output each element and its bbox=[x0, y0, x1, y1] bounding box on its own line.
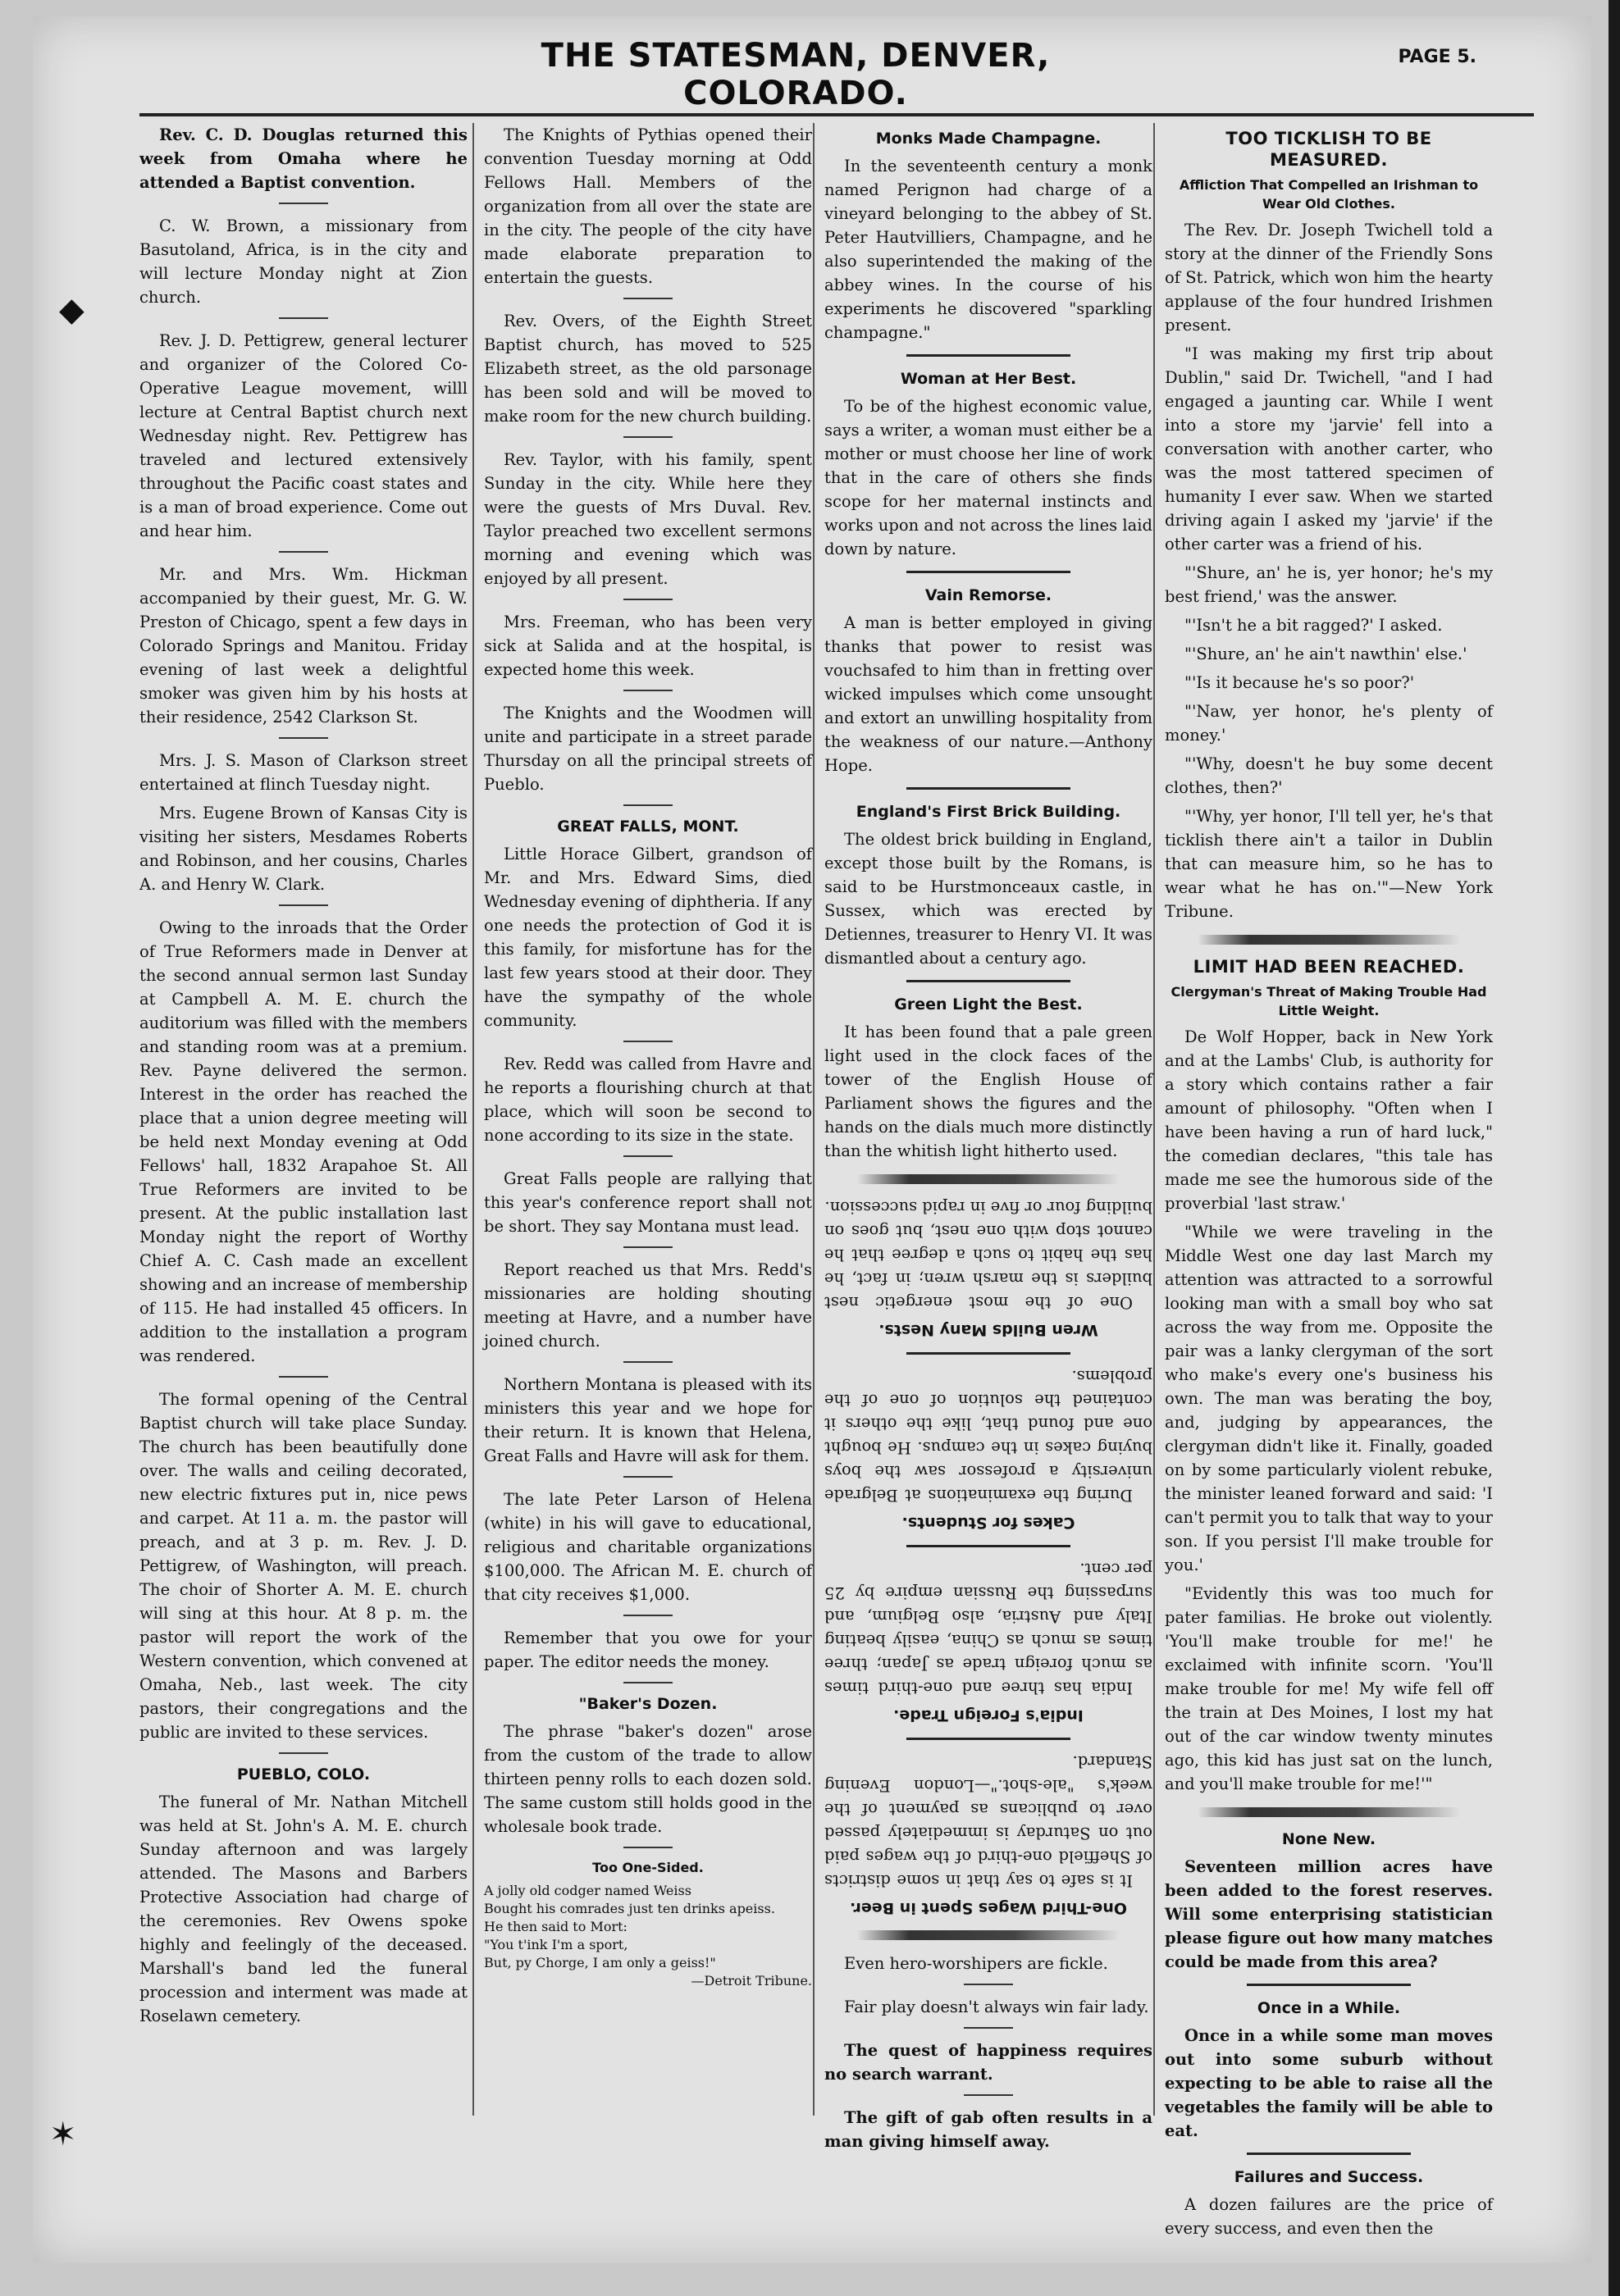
news-item: Great Falls people are rallying that this year's conference report shall not be short. They say Montana must lead. bbox=[484, 1169, 812, 1236]
article-heading: Once in a While. bbox=[1257, 1999, 1401, 2017]
item-divider bbox=[279, 1752, 328, 1754]
news-item: Rev. Taylor, with his family, spent Sunday in the city. While here they were the guests of Mrs Duval. Rev. Taylor preached two excellent sermons morning and evening which was enjoyed by all present. bbox=[484, 450, 812, 588]
item-divider bbox=[964, 1984, 1013, 1985]
article-divider bbox=[906, 1738, 1070, 1740]
ink-blot-icon: ◆ bbox=[59, 291, 84, 329]
article-paragraph: "'Shure, an' he is, yer honor; he's my best friend,' was the answer. bbox=[1165, 563, 1493, 606]
article-paragraph: The Rev. Dr. Joseph Twichell told a story at the dinner of the Friendly Sons of St. Patrick, which won him the hearty applause of the four hundred Irishmen present. bbox=[1165, 221, 1493, 335]
news-item: The Knights of Pythias opened their convention Tuesday morning at Odd Fellows Hall. Members of the organization from all over the state are in the city. The people of the city have made elaborate preparation to entertain the guests. bbox=[484, 125, 812, 287]
item-divider bbox=[623, 1246, 673, 1248]
article-text: A dozen failures are the price of every success, and even then the bbox=[1165, 2195, 1493, 2238]
verse-credit: —Detroit Tribune. bbox=[691, 1973, 812, 1988]
article-divider bbox=[906, 787, 1070, 790]
news-item: Rev. Redd was called from Havre and he reports a flourishing church at that place, which will soon be second to none according to its size in the state. bbox=[484, 1055, 812, 1145]
article-text: Once in a while some man moves out into some suburb without expecting to be able to raise all the vegetables the family will be able to eat. bbox=[1165, 2026, 1493, 2140]
article-heading: England's First Brick Building. bbox=[856, 803, 1121, 821]
article-heading: TOO TICKLISH TO BE MEASURED. bbox=[1225, 129, 1432, 170]
maxim: Even hero-worshipers are fickle. bbox=[844, 1954, 1108, 1973]
article-divider bbox=[1247, 2152, 1411, 2155]
article-text: To be of the highest economic value, says a writer, a woman must either be a mother or must choose her line of work that in the care of others she finds scope for her maternal instincts and works upon and not across the lines laid down by nature. bbox=[824, 397, 1152, 558]
article-paragraph: De Wolf Hopper, back in New York and at the Lambs' Club, is authority for a story which contains rather a fair amount of philosophy. "Often when I have been having a run of hard luck," the comedian declares, "this tale has made me see the humorous side of the proverbial 'last straw.' bbox=[1165, 1027, 1493, 1213]
article-heading: "Baker's Dozen. bbox=[578, 1695, 718, 1713]
news-item: Report reached us that Mrs. Redd's missionaries are holding shouting meeting at Havre, and a number have joined church. bbox=[484, 1260, 812, 1351]
header-rule bbox=[139, 113, 1534, 116]
section-heading-pueblo: PUEBLO, COLO. bbox=[236, 1765, 371, 1784]
item-divider bbox=[623, 804, 673, 806]
article-heading: Vain Remorse. bbox=[924, 586, 1052, 604]
article-text: During the examinations at Belgrade university a professor saw the boys buying cakes in the campus. He bought one and found that, like the others it contained the solution of one of the problems. bbox=[824, 1367, 1152, 1505]
news-item: Rev. C. D. Douglas returned this week from Omaha where he attended a Baptist convention. bbox=[139, 125, 468, 192]
item-divider bbox=[623, 1476, 673, 1478]
article-paragraph: "Evidently this was too much for pater familias. He broke out violently. 'You'll make trouble for me!' he exclaimed with infinite scorn. 'You'll make trouble for me! My wife fell off the train at Des Moines, I lost my hat out of the car window twenty minutes ago, this kid has just sat on the lunch, and you'll make trouble for me!'" bbox=[1165, 1584, 1493, 1793]
article-paragraph: "'Why, doesn't he buy some decent clothes, then?' bbox=[1165, 754, 1493, 797]
article-text: The phrase "baker's dozen" arose from the custom of the trade to allow thirteen penny rolls to each dozen sold. The same custom still holds good in the wholesale book trade. bbox=[484, 1722, 812, 1836]
print-smudge bbox=[857, 1174, 1120, 1184]
verse-line: Bought his comrades just ten drinks apeiss. bbox=[484, 1901, 775, 1916]
item-divider bbox=[279, 317, 328, 319]
item-divider bbox=[279, 737, 328, 739]
item-divider bbox=[279, 203, 328, 204]
column-separator bbox=[472, 123, 474, 2116]
item-divider bbox=[279, 551, 328, 553]
news-item: Mrs. Eugene Brown of Kansas City is visiting her sisters, Mesdames Roberts and Robinson, and her cousins, Charles A. and Henry W. Clark. bbox=[139, 804, 468, 894]
article-heading: Woman at Her Best. bbox=[900, 370, 1077, 388]
article-divider bbox=[906, 1352, 1070, 1355]
column-2 bbox=[484, 123, 812, 2124]
article-text: One of the most energetic nest builders is the marsh wren; in fact, he has the habit to such a degree that he cannot stop with one nest, but goes on building four or five in rapid succession. bbox=[824, 1198, 1152, 1312]
news-item: Mr. and Mrs. Wm. Hickman accompanied by their guest, Mr. G. W. Preston of Chicago, spent a few days in Colorado Springs and Manitou. Friday evening of last week a delightful smoker was given him by his hosts at their residence, 2542 Clarkson St. bbox=[139, 565, 468, 727]
inverted-section bbox=[824, 1196, 1152, 1919]
article-heading: None New. bbox=[1281, 1830, 1376, 1848]
article-heading: Failures and Success. bbox=[1234, 2168, 1424, 2186]
item-divider bbox=[279, 904, 328, 906]
news-item: Remember that you owe for your paper. The editor needs the money. bbox=[484, 1629, 812, 1671]
section-heading-great-falls: GREAT FALLS, MONT. bbox=[557, 818, 739, 836]
column-separator bbox=[813, 123, 815, 2116]
item-divider bbox=[623, 690, 673, 691]
verse-line: He then said to Mort: bbox=[484, 1919, 627, 1934]
item-divider bbox=[623, 298, 673, 299]
article-paragraph: "I was making my first trip about Dublin," said Dr. Twichell, "and I had engaged a jaunting car. While I went into a store my 'jarvie' fell into a conversation with another carter, who was the most tattered specimen of humanity I ever saw. When we started driving again I asked my 'jarvie' if the other carter was a friend of his. bbox=[1165, 344, 1493, 554]
article-heading: LIMIT HAD BEEN REACHED. bbox=[1193, 957, 1465, 977]
masthead: THE STATESMAN, DENVER, COLORADO. bbox=[541, 37, 1051, 112]
column-4 bbox=[1165, 123, 1493, 2238]
page-number: PAGE 5. bbox=[1398, 47, 1476, 67]
verse-heading: Too One-Sided. bbox=[592, 1860, 704, 1875]
news-item: Rev. J. D. Pettigrew, general lecturer and organizer of the Colored Co-Operative League movement, willl lecture at Central Baptist church next Wednesday night. Rev. Pettigrew has traveled and lectured extensively throughout the Pacific coast states and is a man of broad experience. Come out and hear him. bbox=[139, 331, 468, 540]
article-text: It has been found that a pale green light used in the clock faces of the tower of the English House of Parliament shows the figures and the hands on the dials much more distinctly than the whitish light hitherto used. bbox=[824, 1023, 1152, 1160]
item-divider bbox=[964, 2027, 1013, 2029]
article-heading: India's Foreign Trade. bbox=[893, 1706, 1084, 1724]
item-divider bbox=[623, 1847, 673, 1848]
article-subheading: Affliction That Compelled an Irishman to Wear Old Clothes. bbox=[1179, 177, 1479, 212]
article-divider bbox=[906, 571, 1070, 573]
verse-line: A jolly old codger named Weiss bbox=[484, 1883, 691, 1898]
article-text: The oldest brick building in England, except those built by the Romans, is said to be Hurstmonceaux castle, in Sussex, which was erected by Detiennes, treasurer to Henry VI. It was dismantled about a century ago. bbox=[824, 830, 1152, 968]
news-item: The Knights and the Woodmen will unite and participate in a street parade Thursday on all the principal streets of Pueblo. bbox=[484, 704, 812, 794]
item-divider bbox=[964, 2094, 1013, 2096]
article-heading: Wren Builds Many Nests. bbox=[878, 1321, 1098, 1339]
news-item: Mrs. J. S. Mason of Clarkson street entertained at flinch Tuesday night. bbox=[139, 751, 468, 794]
article-text: It is safe to say that in some districts of Sheffield one-third of the wages paid out on Saturday is immediately passed over to publicans as payment of the week's "ale-shot."—London Evening Standard. bbox=[824, 1752, 1152, 1890]
article-paragraph: "'Why, yer honor, I'll tell yer, he's that ticklish there ain't a tailor in Dublin that can measure him, so he has to wear what he has on.'"—New York Tribune. bbox=[1165, 807, 1493, 921]
maxim: The quest of happiness requires no search warrant. bbox=[824, 2041, 1152, 2084]
news-item: The funeral of Mr. Nathan Mitchell was held at St. John's A. M. E. church Sunday afternoon and was largely attended. The Masons and Barbers Protective Association had charge of the ceremonies. Rev Owens spoke highly and feelingly of the deceased. Marshall's band led the funeral procession and interment was made at Roselawn cemetery. bbox=[139, 1793, 468, 2025]
print-smudge bbox=[1198, 1807, 1460, 1817]
article-divider bbox=[906, 354, 1070, 357]
page-header bbox=[33, 37, 1591, 112]
column-3 bbox=[824, 123, 1152, 2151]
article-paragraph: "While we were traveling in the Middle West one day last March my attention was attracted to a sorrowful looking man with a small boy who sat across the way from me. Opposite the pair was a lanky clergyman of the sort who make's every one's business his own. The man was berating the boy, and, judging by appearances, the clergyman didn't like it. Finally, goaded on by some particularly violent rebuke, the minister leaned forward and said: 'I can't permit you to talk that way to your son. If you persist I'll make trouble for you.' bbox=[1165, 1223, 1493, 1574]
article-paragraph: "'Shure, an' he ain't nawthin' else.' bbox=[1184, 645, 1467, 663]
news-item: The late Peter Larson of Helena (white) in his will gave to educational, religious and charitable organizations $100,000. The African M. E. church of that city receives $1,000. bbox=[484, 1490, 812, 1604]
article-divider bbox=[906, 980, 1070, 982]
item-divider bbox=[623, 1615, 673, 1616]
article-divider bbox=[906, 1545, 1070, 1547]
article-paragraph: "'Naw, yer honor, he's plenty of money.' bbox=[1165, 702, 1493, 745]
maxim: Fair play doesn't always win fair lady. bbox=[844, 1998, 1149, 2016]
article-heading: Green Light the Best. bbox=[894, 995, 1083, 1014]
page-edge-shadow bbox=[1609, 0, 1620, 2296]
print-smudge bbox=[1198, 935, 1460, 945]
column-separator bbox=[1153, 123, 1155, 2116]
news-item: Little Horace Gilbert, grandson of Mr. and Mrs. Edward Sims, died Wednesday evening of diphtheria. If any one needs the protection of God it is this family, for misfortune has for the last few years stood at their door. They have the sympathy of the whole community. bbox=[484, 845, 812, 1030]
item-divider bbox=[279, 1376, 328, 1378]
article-text: A man is better employed in giving thanks that power to resist was vouchsafed to him than in fretting over wicked impulses which come unsought and extort an unwilling hospitality from the weakness of our nature.—Anthony Hope. bbox=[824, 613, 1152, 775]
news-item: Northern Montana is pleased with its ministers this year and we hope for their return. It is known that Helena, Great Falls and Havre will ask for them. bbox=[484, 1375, 812, 1465]
article-subheading: Clergyman's Threat of Making Trouble Had Little Weight. bbox=[1171, 984, 1487, 1018]
column-1 bbox=[139, 123, 468, 2124]
ink-star-icon: ✶ bbox=[49, 2116, 77, 2153]
article-text: India has three and one-third times as much foreign trade as Japan; three times as much as China, easily beating Italy and Austria, also Belgium, and surpassing the Russian empire by 25 per cent. bbox=[824, 1560, 1152, 1697]
item-divider bbox=[623, 1041, 673, 1042]
article-text: Seventeen million acres have been added to the forest reserves. Will some enterprising statistician please figure out how many matches could be made from this area? bbox=[1165, 1857, 1493, 1971]
verse-line: But, py Chorge, I am only a geiss!" bbox=[484, 1955, 716, 1970]
article-heading: Cakes for Students. bbox=[901, 1514, 1075, 1532]
article-text: In the seventeenth century a monk named Perignon had charge of a vineyard belonging to the abbey of St. Peter Hautvilliers, Champagne, and he also superintended the making of the abbey wines. In the course of his experiments he discovered "sparkling champagne." bbox=[824, 157, 1152, 342]
item-divider bbox=[623, 1682, 673, 1683]
article-heading: Monks Made Champagne. bbox=[875, 130, 1102, 148]
item-divider bbox=[623, 436, 673, 438]
news-item: Rev. Overs, of the Eighth Street Baptist church, has moved to 525 Elizabeth street, as the old parsonage has been sold and will be moved to make room for the new church building. bbox=[484, 312, 812, 426]
article-paragraph: "'Isn't he a bit ragged?' I asked. bbox=[1184, 616, 1443, 635]
article-heading: One-Third Wages Spent in Beer. bbox=[850, 1899, 1127, 1917]
newspaper-page bbox=[33, 16, 1591, 2263]
item-divider bbox=[623, 1361, 673, 1363]
article-divider bbox=[1247, 1984, 1411, 1986]
item-divider bbox=[623, 1155, 673, 1157]
maxim: The gift of gab often results in a man giving himself away. bbox=[824, 2108, 1152, 2151]
article-paragraph: "'Is it because he's so poor?' bbox=[1184, 673, 1415, 692]
news-item: Owing to the inroads that the Order of True Reformers made in Denver at the second annual sermon last Sunday at Campbell A. M. E. church the auditorium was filled with the members and standing room was at a premium. Rev. Payne delivered the sermon. Interest in the order has reached the place that a union degree meeting will be held next Monday evening at Odd Fellows' hall, 1832 Arapahoe St. All True Reformers are invited to be present. At the public installation last Monday night the report of Worthy Chief A. C. Cash made an excellent showing and an increase of membership of 115. He had installed 45 officers. In addition to the installation a program was rendered. bbox=[139, 918, 468, 1365]
item-divider bbox=[623, 599, 673, 600]
news-item: C. W. Brown, a missionary from Basutoland, Africa, is in the city and will lecture Monday night at Zion church. bbox=[139, 216, 468, 307]
news-item: The formal opening of the Central Baptist church will take place Sunday. The church has been beautifully done over. The walls and ceiling decorated, new electric fixtures put in, nice pews and carpet. At 11 a. m. the pastor will preach, and at 3 p. m. Rev. J. D. Pettigrew, of Washington, will preach. The choir of Shorter A. M. E. church will sing at this hour. At 8 p. m. the pastor will report the work of the Western convention, which convened at Omaha, Neb., last week. The city pastors, their congregations and the public are invited to these services. bbox=[139, 1390, 468, 1742]
print-smudge bbox=[857, 1930, 1120, 1940]
verse-line: "You t'ink I'm a sport, bbox=[484, 1937, 628, 1952]
verse-block bbox=[484, 1882, 812, 1990]
news-item: Mrs. Freeman, who has been very sick at Salida and at the hospital, is expected home this week. bbox=[484, 613, 812, 679]
